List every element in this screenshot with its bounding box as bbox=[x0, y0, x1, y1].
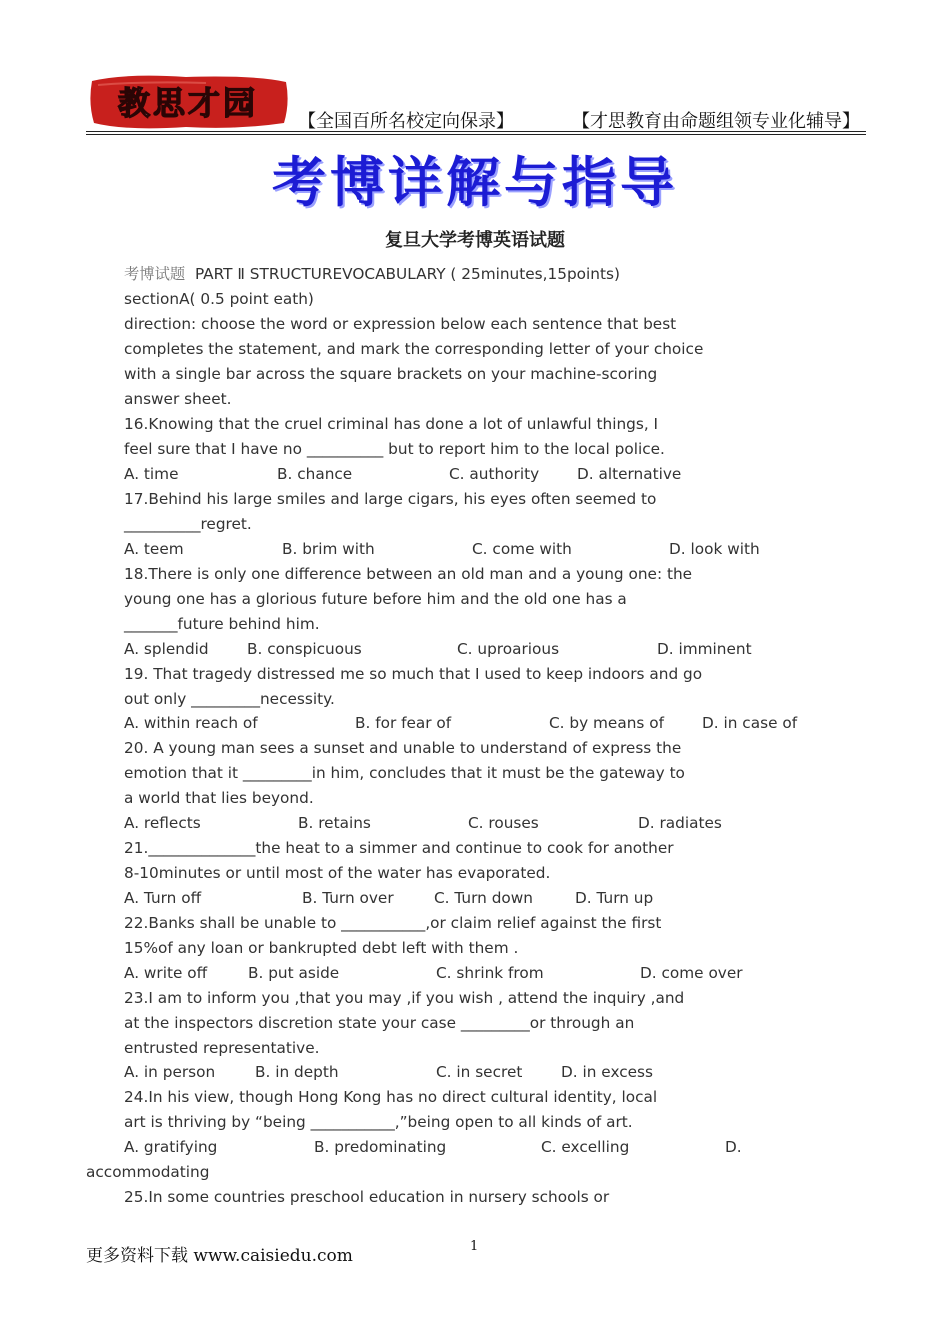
download-link[interactable]: 更多资料下载 www.caisiedu.com bbox=[86, 1246, 353, 1266]
question-23-line: at the inspectors discretion state your case _________or through an bbox=[124, 1014, 635, 1032]
exam-title: 复旦大学考博英语试题 bbox=[385, 230, 565, 251]
option-c: C. Turn down bbox=[434, 889, 533, 907]
option-b: B. chance bbox=[277, 465, 353, 483]
question-19-line: out only _________necessity. bbox=[124, 690, 335, 708]
option-a: A. reflects bbox=[124, 814, 201, 832]
page-number: 1 bbox=[470, 1239, 479, 1254]
option-b: B. predominating bbox=[314, 1138, 447, 1156]
option-d: D. in case of bbox=[702, 714, 798, 732]
option-c: C. excelling bbox=[541, 1138, 630, 1156]
option-b: B. in depth bbox=[255, 1063, 339, 1081]
option-d: D. radiates bbox=[638, 814, 722, 832]
option-b: B. conspicuous bbox=[247, 640, 362, 658]
tagline-left: 【全国百所名校定向保录】 bbox=[298, 111, 514, 132]
header-rule-top bbox=[86, 131, 866, 132]
option-d: D. bbox=[725, 1138, 742, 1156]
exam-label: 考博试题 bbox=[124, 265, 186, 283]
option-d: D. alternative bbox=[577, 465, 682, 483]
option-c: C. authority bbox=[449, 465, 540, 483]
question-21-line: 21.______________the heat to a simmer and continue to cook for another bbox=[124, 839, 674, 857]
option-d: D. come over bbox=[640, 964, 743, 982]
option-b: B. for fear of bbox=[355, 714, 452, 732]
option-b: B. brim with bbox=[282, 540, 375, 558]
direction-line: answer sheet. bbox=[124, 390, 232, 408]
option-c: C. in secret bbox=[436, 1063, 523, 1081]
question-24-line: 24.In his view, though Hong Kong has no direct cultural identity, local bbox=[124, 1088, 658, 1106]
section-heading: sectionA( 0.5 point eath) bbox=[124, 290, 314, 308]
option-a: A. gratifying bbox=[124, 1138, 218, 1156]
option-c: C. rouses bbox=[468, 814, 539, 832]
option-a: A. in person bbox=[124, 1063, 216, 1081]
direction-line: completes the statement, and mark the corresponding letter of your choice bbox=[124, 340, 704, 358]
option-b: B. retains bbox=[298, 814, 371, 832]
option-b: B. put aside bbox=[248, 964, 340, 982]
question-23-line: 23.I am to inform you ,that you may ,if you wish , attend the inquiry ,and bbox=[124, 989, 685, 1007]
question-17-line: 17.Behind his large smiles and large cigars, his eyes often seemed to bbox=[124, 490, 657, 508]
option-d: D. look with bbox=[669, 540, 760, 558]
page-title: 考博详解与指导 bbox=[272, 151, 678, 214]
logo-banner-icon bbox=[86, 73, 291, 131]
option-a: A. Turn off bbox=[124, 889, 202, 907]
option-c: C. by means of bbox=[549, 714, 664, 732]
part-title: PART Ⅱ STRUCTUREVOCABULARY ( 25minutes,15points) bbox=[194, 265, 620, 283]
question-21-line: 8-10minutes or until most of the water has evaporated. bbox=[124, 864, 551, 882]
question-16-line: feel sure that I have no __________ but to report him to the local police. bbox=[124, 440, 665, 458]
question-22-line: 22.Banks shall be unable to ___________,or claim relief against the first bbox=[124, 914, 662, 932]
option-a: A. within reach of bbox=[124, 714, 258, 732]
question-17-line: __________regret. bbox=[124, 515, 252, 533]
question-20-line: a world that lies beyond. bbox=[124, 789, 314, 807]
logo-text: 教思才园 bbox=[117, 84, 259, 122]
option-a: A. splendid bbox=[124, 640, 209, 658]
option-a: A. teem bbox=[124, 540, 184, 558]
option-a: A. time bbox=[124, 465, 179, 483]
option-b: B. Turn over bbox=[302, 889, 394, 907]
option-c: C. shrink from bbox=[436, 964, 544, 982]
option-c: C. uproarious bbox=[457, 640, 560, 658]
header-rule-bottom bbox=[86, 134, 866, 135]
question-18-line: young one has a glorious future before him and the old one has a bbox=[124, 590, 627, 608]
direction-line: direction: choose the word or expression below each sentence that best bbox=[124, 315, 677, 333]
part-heading bbox=[124, 264, 620, 284]
option-a: A. write off bbox=[124, 964, 208, 982]
option-c: C. come with bbox=[472, 540, 572, 558]
question-19-line: 19. That tragedy distressed me so much that I used to keep indoors and go bbox=[124, 665, 703, 683]
direction-line: with a single bar across the square brackets on your machine-scoring bbox=[124, 365, 658, 383]
option-d: D. Turn up bbox=[575, 889, 654, 907]
question-24-line: art is thriving by “being ___________,”being open to all kinds of art. bbox=[124, 1113, 633, 1131]
question-16-line: 16.Knowing that the cruel criminal has done a lot of unlawful things, I bbox=[124, 415, 659, 433]
question-20-line: emotion that it _________in him, concludes that it must be the gateway to bbox=[124, 764, 685, 782]
question-23-line: entrusted representative. bbox=[124, 1039, 320, 1057]
option-d: D. imminent bbox=[657, 640, 752, 658]
question-18-line: 18.There is only one difference between an old man and a young one: the bbox=[124, 565, 693, 583]
option-d-overflow: accommodating bbox=[86, 1163, 210, 1181]
question-22-line: 15%of any loan or bankrupted debt left with them . bbox=[124, 939, 519, 957]
question-25-line: 25.In some countries preschool education in nursery schools or bbox=[124, 1188, 610, 1206]
option-d: D. in excess bbox=[561, 1063, 653, 1081]
logo bbox=[86, 73, 291, 131]
question-20-line: 20. A young man sees a sunset and unable to understand of express the bbox=[124, 739, 682, 757]
tagline-right: 【才思教育由命题组领专业化辅导】 bbox=[572, 111, 860, 132]
question-18-line: _______future behind him. bbox=[124, 615, 320, 633]
